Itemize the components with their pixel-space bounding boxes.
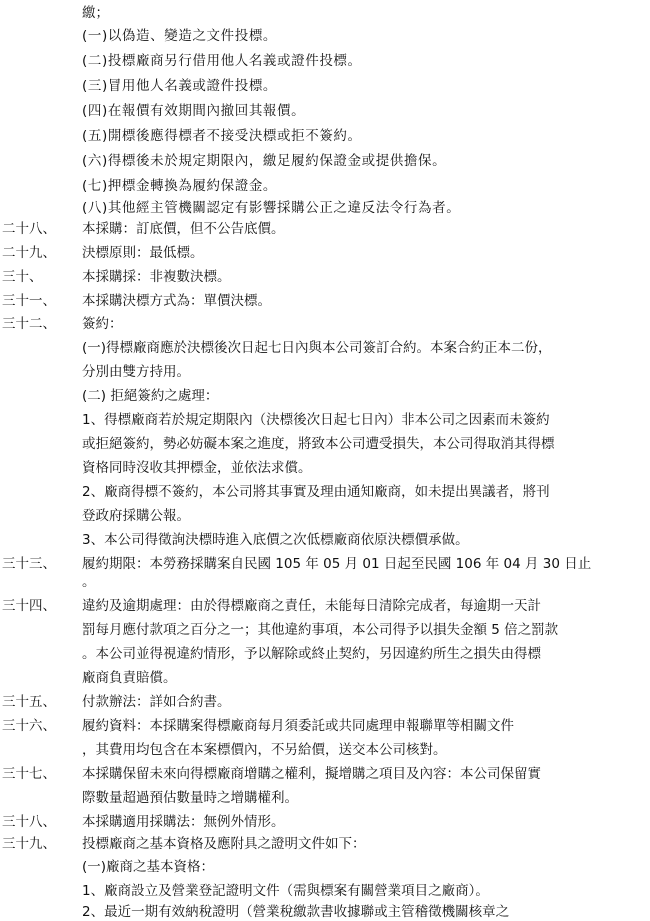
section-text: 本採購：訂底價，但不公告底價。	[82, 221, 285, 237]
paragraph-line: 分別由雙方持用。	[82, 364, 190, 380]
section-text: 決標原則：最低標。	[82, 245, 204, 261]
section-number: 三十五、	[2, 694, 56, 710]
subsection-title: (二) 拒絕簽約之處理：	[82, 388, 219, 404]
section-text: 罰每月應付款項之百分之一；其他違約事項，本公司得予以損失金額 5 倍之罰款	[82, 622, 559, 638]
section-number: 二十九、	[2, 245, 56, 261]
section-text: ，其費用均包含在本案標價內，不另給價，送交本公司核對。	[82, 742, 447, 758]
section-number: 二十八、	[2, 221, 56, 237]
list-item: (七)押標金轉換為履約保證金。	[82, 178, 278, 194]
section-number: 三十六、	[2, 718, 56, 734]
paragraph-line: 登政府採購公報。	[82, 508, 190, 524]
section-number: 三十七、	[2, 766, 56, 782]
list-item: (一)以偽造、變造之文件投標。	[82, 28, 278, 44]
section-number: 三十八、	[2, 814, 56, 830]
section-number: 三十二、	[2, 316, 56, 332]
list-item: (八)其他經主管機關認定有影響採購公正之違反法令行為者。	[82, 200, 461, 216]
section-number: 三十四、	[2, 598, 56, 614]
section-text: 。	[82, 574, 96, 590]
paragraph-line: 1、得標廠商若於規定期限內（決標後次日起七日內）非本公司之因素而未簽約	[82, 412, 550, 428]
section-text: 投標廠商之基本資格及應附具之證明文件如下：	[82, 836, 366, 852]
section-number: 三十九、	[2, 836, 56, 852]
list-item: (三)冒用他人名義或證件投標。	[82, 78, 278, 94]
paragraph-line: 或拒絕簽約，勢必妨礙本案之進度，將致本公司遭受損失，本公司得取消其得標	[82, 436, 555, 452]
paragraph-line: 2、最近一期有效納稅證明（營業稅繳款書收據聯或主管稽徵機關核章之	[82, 904, 510, 920]
paragraph-line: 3、本公司得徵詢決標時進入底價之次低標廠商依原決標價承做。	[82, 532, 469, 548]
paragraph-line: 資格同時沒收其押標金，並依法求償。	[82, 460, 312, 476]
list-item: (四)在報價有效期間內撤回其報價。	[82, 103, 306, 119]
section-number: 三十三、	[2, 556, 56, 572]
section-text: 。本公司並得視違約情形，予以解除或終止契約，另因違約所生之損失由得標	[82, 646, 541, 662]
paragraph-line: (一)得標廠商應於決標後次日起七日內與本公司簽訂合約。本案合約正本二份，	[82, 340, 552, 356]
section-text: 本採購決標方式為：單價決標。	[82, 293, 271, 309]
continuation-text: 繳；	[82, 5, 109, 21]
section-text: 際數量超過預估數量時之增購權利。	[82, 790, 298, 806]
list-item: (六)得標後未於規定期限內，繳足履約保證金或提供擔保。	[82, 153, 447, 169]
section-text: 履約資料：本採購案得標廠商每月須委託或共同處理申報聯單等相關文件	[82, 718, 514, 734]
section-title: 簽約：	[82, 316, 123, 332]
list-item: (二)投標廠商另行借用他人名義或證件投標。	[82, 53, 362, 69]
subsection-title: (一)廠商之基本資格：	[82, 859, 215, 875]
section-text: 履約期限：本勞務採購案自民國 105 年 05 月 01 日起至民國 106 年 04 月 30 日止	[82, 556, 592, 572]
section-number: 三十一、	[2, 293, 56, 309]
section-text: 本採購保留未來向得標廠商增購之權利，擬增購之項目及內容：本公司保留實	[82, 766, 541, 782]
paragraph-line: 1、廠商設立及營業登記證明文件（需與標案有關營業項目之廠商）。	[82, 883, 489, 899]
section-text: 違約及逾期處理：由於得標廠商之責任，未能每日清除完成者，每逾期一天計	[82, 598, 541, 614]
section-number: 三十、	[2, 269, 43, 285]
section-text: 本採購採：非複數決標。	[82, 269, 231, 285]
paragraph-line: 2、廠商得標不簽約，本公司將其事實及理由通知廠商，如未提出異議者，將刊	[82, 484, 550, 500]
list-item: (五)開標後應得標者不接受決標或拒不簽約。	[82, 128, 362, 144]
section-text: 付款辦法：詳如合約書。	[82, 694, 231, 710]
section-text: 本採購適用採購法：無例外情形。	[82, 814, 285, 830]
section-text: 廠商負責賠償。	[82, 670, 177, 686]
